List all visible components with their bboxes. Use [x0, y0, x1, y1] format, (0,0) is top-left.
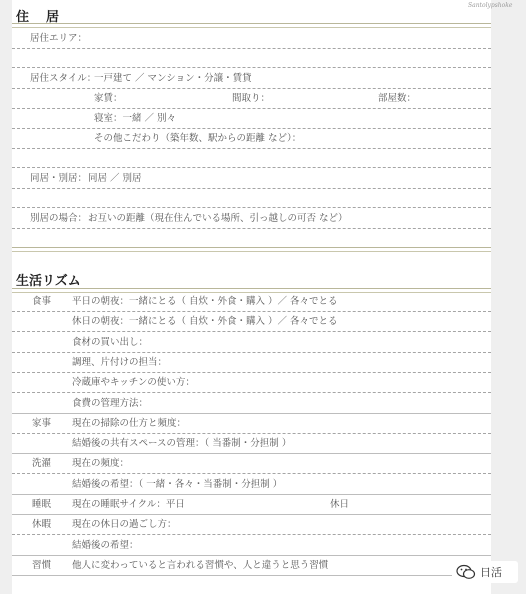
rooms-label: 部屋数：	[378, 93, 417, 104]
dash-line	[12, 352, 491, 353]
rhythm-title-rule-2	[12, 292, 491, 293]
watermark	[452, 561, 518, 583]
dash-line	[12, 372, 491, 373]
rhythm-category: 洗濯	[32, 458, 52, 469]
dash-line	[12, 228, 491, 229]
style-options: 一戸建て ／ マンション・分譲・賃貸	[94, 73, 252, 84]
dash-line	[12, 392, 491, 393]
rhythm-item-text: 食費の管理方法：	[72, 398, 149, 409]
category-separator	[12, 453, 491, 454]
rhythm-item-text: 現在の睡眠サイクル：平日	[72, 499, 185, 510]
rhythm-item-text: 現在の休日の過ごし方：	[72, 519, 177, 530]
category-separator	[12, 575, 491, 576]
rhythm-item-text: 冷蔵庫やキッチンの使い方：	[72, 377, 195, 388]
cohabit-options: 同居 ／ 別居	[88, 173, 142, 184]
rhythm-item-text: 結婚後の共有スペースの管理：（ 当番制・分担制 ）	[72, 438, 292, 449]
housing-title: 住 居	[16, 10, 62, 25]
dash-line	[12, 88, 491, 89]
left-margin-shade	[0, 0, 12, 594]
rhythm-item-text: 結婚後の希望：（ 一緒・各々・当番制・分担制 ）	[72, 479, 283, 490]
rhythm-title-rule	[12, 288, 491, 289]
dash-line	[12, 48, 491, 49]
dash-line	[12, 148, 491, 149]
dash-line	[12, 534, 491, 535]
rhythm-category: 食事	[32, 296, 52, 307]
rhythm-title: 生活リズム	[16, 274, 81, 289]
area-label: 居住エリア：	[30, 33, 88, 44]
dash-line	[12, 167, 491, 168]
dash-line	[12, 311, 491, 312]
separate-label: 別居の場合：	[30, 213, 88, 224]
right-margin-shade	[491, 0, 526, 594]
rhythm-item-text: 食材の買い出し：	[72, 337, 149, 348]
rhythm-item-text: 調理、片付けの担当：	[72, 357, 168, 368]
script-mark: Santolypshoke	[468, 2, 513, 9]
bedroom-label: 寝室：一緒 ／ 別々	[94, 113, 177, 124]
rhythm-item-text: 休日の朝夜：一緒にとる（ 自炊・外食・購入 ）／ 各々でとる	[72, 316, 338, 327]
wechat-icon	[456, 564, 476, 580]
dash-line	[12, 473, 491, 474]
rhythm-item-text: 平日の朝夜：一緒にとる（ 自炊・外食・購入 ）／ 各々でとる	[72, 296, 338, 307]
rhythm-item-text: 結婚後の希望：	[72, 540, 139, 551]
category-separator	[12, 514, 491, 515]
rhythm-category: 睡眠	[32, 499, 52, 510]
category-separator	[12, 555, 491, 556]
housing-bottom-rule-2	[12, 251, 491, 252]
style-label: 居住スタイル：	[30, 73, 97, 84]
rhythm-item-text: 他人に変わっていると言われる習慣や、人と違うと思う習慣	[72, 560, 329, 571]
rhythm-category: 家事	[32, 418, 52, 429]
other-preferences: その他こだわり（築年数、駅からの距離 など）：	[94, 133, 302, 144]
layout-label: 間取り：	[232, 93, 271, 104]
rhythm-item-text: 現在の頻度：	[72, 458, 130, 469]
dash-line	[12, 433, 491, 434]
watermark-label: 日活	[480, 566, 502, 579]
separate-note: お互いの距離（現在住んでいる場所、引っ越しの可否 など）	[88, 213, 348, 224]
dash-line	[12, 128, 491, 129]
category-separator	[12, 413, 491, 414]
rhythm-category: 習慣	[32, 560, 52, 571]
housing-bottom-rule	[12, 247, 491, 248]
dash-line	[12, 188, 491, 189]
dash-line	[12, 331, 491, 332]
dash-line	[12, 67, 491, 68]
dash-line	[12, 108, 491, 109]
rhythm-item-extra: 休日	[330, 499, 350, 510]
dash-line	[12, 207, 491, 208]
housing-title-rule-2	[12, 27, 491, 28]
rhythm-category: 休暇	[32, 519, 52, 530]
category-separator	[12, 494, 491, 495]
housing-title-rule	[12, 23, 491, 24]
cohabit-label: 同居・別居：	[30, 173, 88, 184]
rent-label: 家賃：	[94, 93, 123, 104]
rhythm-item-text: 現在の掃除の仕方と頻度：	[72, 418, 187, 429]
